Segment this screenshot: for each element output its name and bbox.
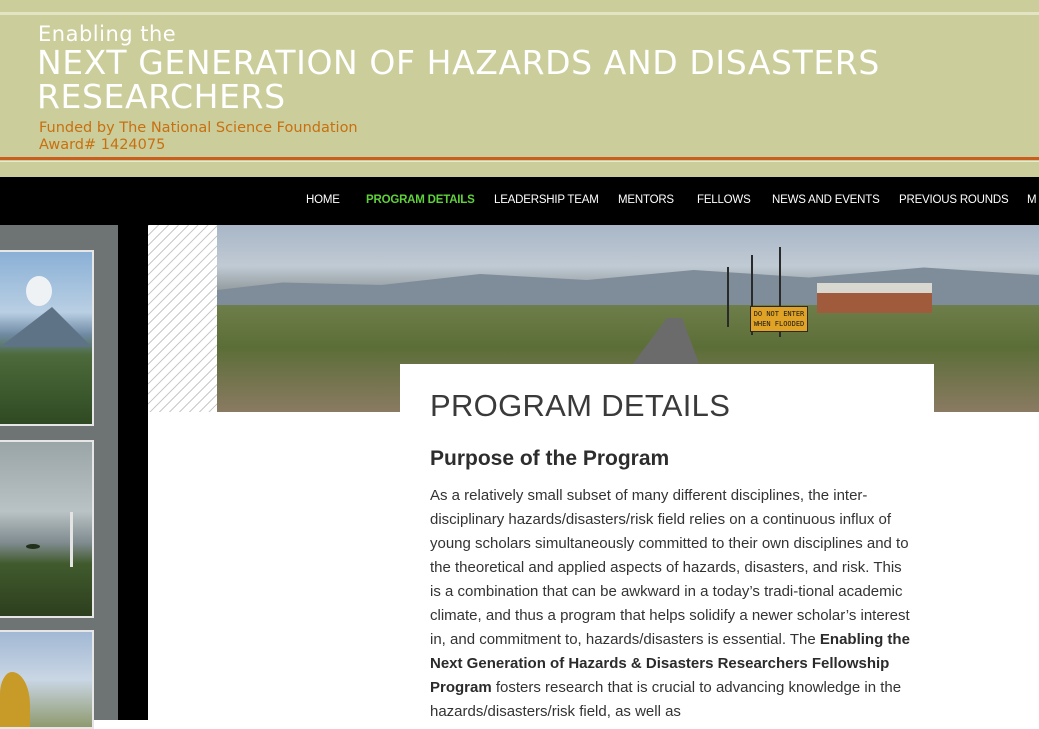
page-title: PROGRAM DETAILS bbox=[430, 388, 731, 423]
nav-item-previous-rounds[interactable]: PREVIOUS ROUNDS bbox=[899, 194, 1009, 206]
landscape-photo[interactable] bbox=[0, 630, 94, 729]
volcano-photo[interactable] bbox=[0, 250, 94, 426]
site-title[interactable]: NEXT GENERATION OF HAZARDS AND DISASTERS RESEARCHERS bbox=[37, 43, 880, 116]
ash-cloud bbox=[26, 276, 52, 306]
site-header bbox=[0, 0, 1039, 177]
funding-note bbox=[39, 120, 358, 154]
hero-house-roof bbox=[817, 283, 932, 293]
header-top-rule bbox=[0, 12, 1039, 15]
program-name: Enabling the Next Generation of Hazards & Disasters Researchers Fellowship Program bbox=[430, 631, 910, 696]
site-kicker: Enabling the bbox=[38, 22, 177, 46]
nav-item-home[interactable]: HOME bbox=[306, 194, 340, 206]
photo-rail bbox=[0, 225, 118, 720]
hatched-panel bbox=[148, 225, 217, 412]
nav-item-more[interactable]: M bbox=[1027, 194, 1037, 206]
paragraph-text: As a relatively small subset of many different disciplines, the inter-disciplinary hazards/disasters/risk field relies on a continuous influx of young scholars simultaneously committed to their own disciplines and to the theoretical and applied aspects of hazards, disasters, and risk. This is a combination that can be awkward in a today’s tradi-tional academic climate, and thus a program that helps solidify a newer scholar’s interest in, and commitment to, hazards/disasters is essential. The bbox=[430, 487, 910, 648]
purpose-paragraph bbox=[430, 484, 910, 724]
flood-photo[interactable] bbox=[0, 440, 94, 618]
alligator-shape bbox=[26, 544, 40, 549]
content-card bbox=[400, 364, 934, 724]
award-number: Award# 1424075 bbox=[39, 137, 166, 153]
autumn-tree bbox=[0, 672, 30, 727]
header-accent-rule bbox=[0, 157, 1039, 160]
gauge-pole bbox=[70, 512, 73, 567]
section-heading: Purpose of the Program bbox=[430, 447, 670, 470]
funding-line: Funded by The National Science Foundation bbox=[39, 120, 358, 136]
nav-item-fellows[interactable]: FELLOWS bbox=[697, 194, 751, 206]
photo-sidebar bbox=[0, 225, 148, 720]
nav-item-leadership-team[interactable]: LEADERSHIP TEAM bbox=[494, 194, 599, 206]
utility-pole bbox=[727, 267, 729, 327]
paragraph-text-continued: fosters research that is crucial to advancing knowledge in the hazards/disasters/risk field, as well as bbox=[430, 679, 902, 720]
volcano-shape bbox=[0, 307, 92, 347]
nav-item-program-details[interactable]: PROGRAM DETAILS bbox=[366, 194, 475, 206]
nav-item-news-and-events[interactable]: NEWS AND EVENTS bbox=[772, 194, 880, 206]
nav-item-mentors[interactable]: MENTORS bbox=[618, 194, 674, 206]
flood-warning-sign: DO NOT ENTER WHEN FLOODED bbox=[750, 306, 808, 332]
header-bottom-rule bbox=[0, 161, 1039, 162]
main-nav bbox=[0, 177, 1039, 225]
